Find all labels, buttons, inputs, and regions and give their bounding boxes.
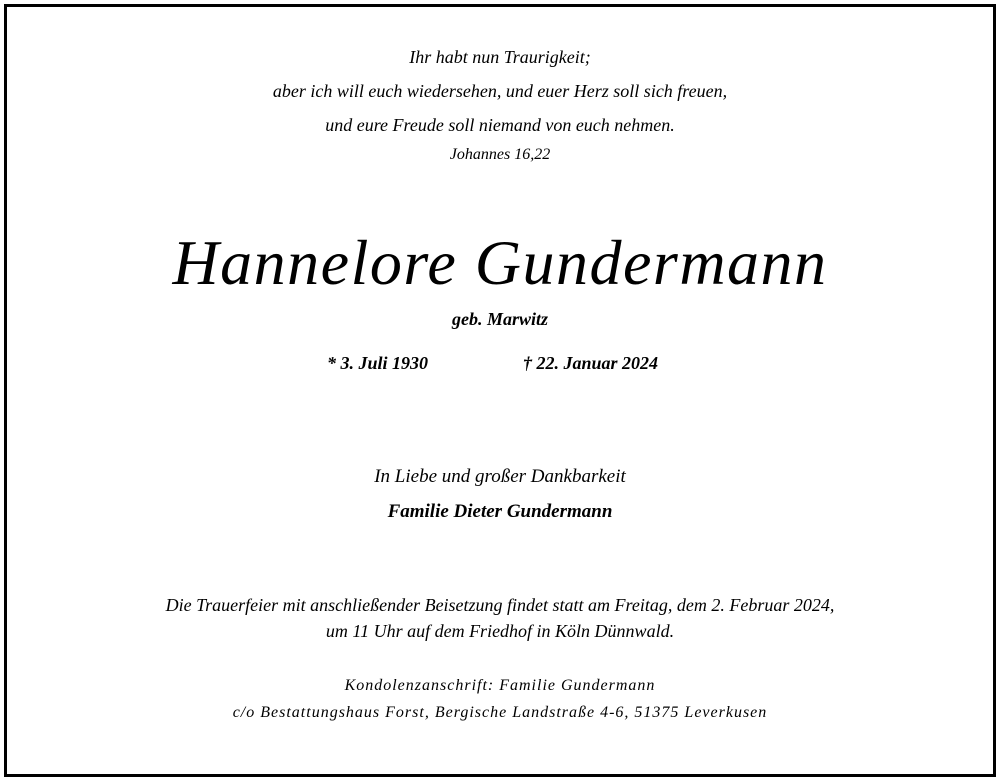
verse-line-1: Ihr habt nun Traurigkeit; xyxy=(409,47,591,67)
family-signature: Familie Dieter Gundermann xyxy=(387,501,613,522)
verse-source: Johannes 16,22 xyxy=(449,146,551,163)
ceremony-line-2: um 11 Uhr auf dem Friedhof in Köln Dünnwald. xyxy=(325,621,675,641)
birth-date: * 3. Juli 1930 xyxy=(327,353,429,373)
verse-line-3: und eure Freude soll niemand von euch nehmen. xyxy=(325,115,675,135)
maiden-name: geb. Marwitz xyxy=(451,309,548,329)
life-dates xyxy=(0,353,1000,377)
condolence-line-2: c/o Bestattungshaus Forst, Bergische Landstraße 4-6, 51375 Leverkusen xyxy=(232,704,768,721)
dedication: In Liebe und großer Dankbarkeit xyxy=(374,466,626,487)
deceased-name: Hannelore Gundermann xyxy=(172,227,828,298)
death-date: † 22. Januar 2024 xyxy=(523,353,659,373)
condolence-line-1: Kondolenzanschrift: Familie Gundermann xyxy=(344,677,656,694)
ceremony-line-1: Die Trauerfeier mit anschließender Beisetzung findet statt am Freitag, dem 2. Februar 2024, xyxy=(165,595,835,615)
verse-line-2: aber ich will euch wiedersehen, und euer Herz soll sich freuen, xyxy=(272,81,728,101)
